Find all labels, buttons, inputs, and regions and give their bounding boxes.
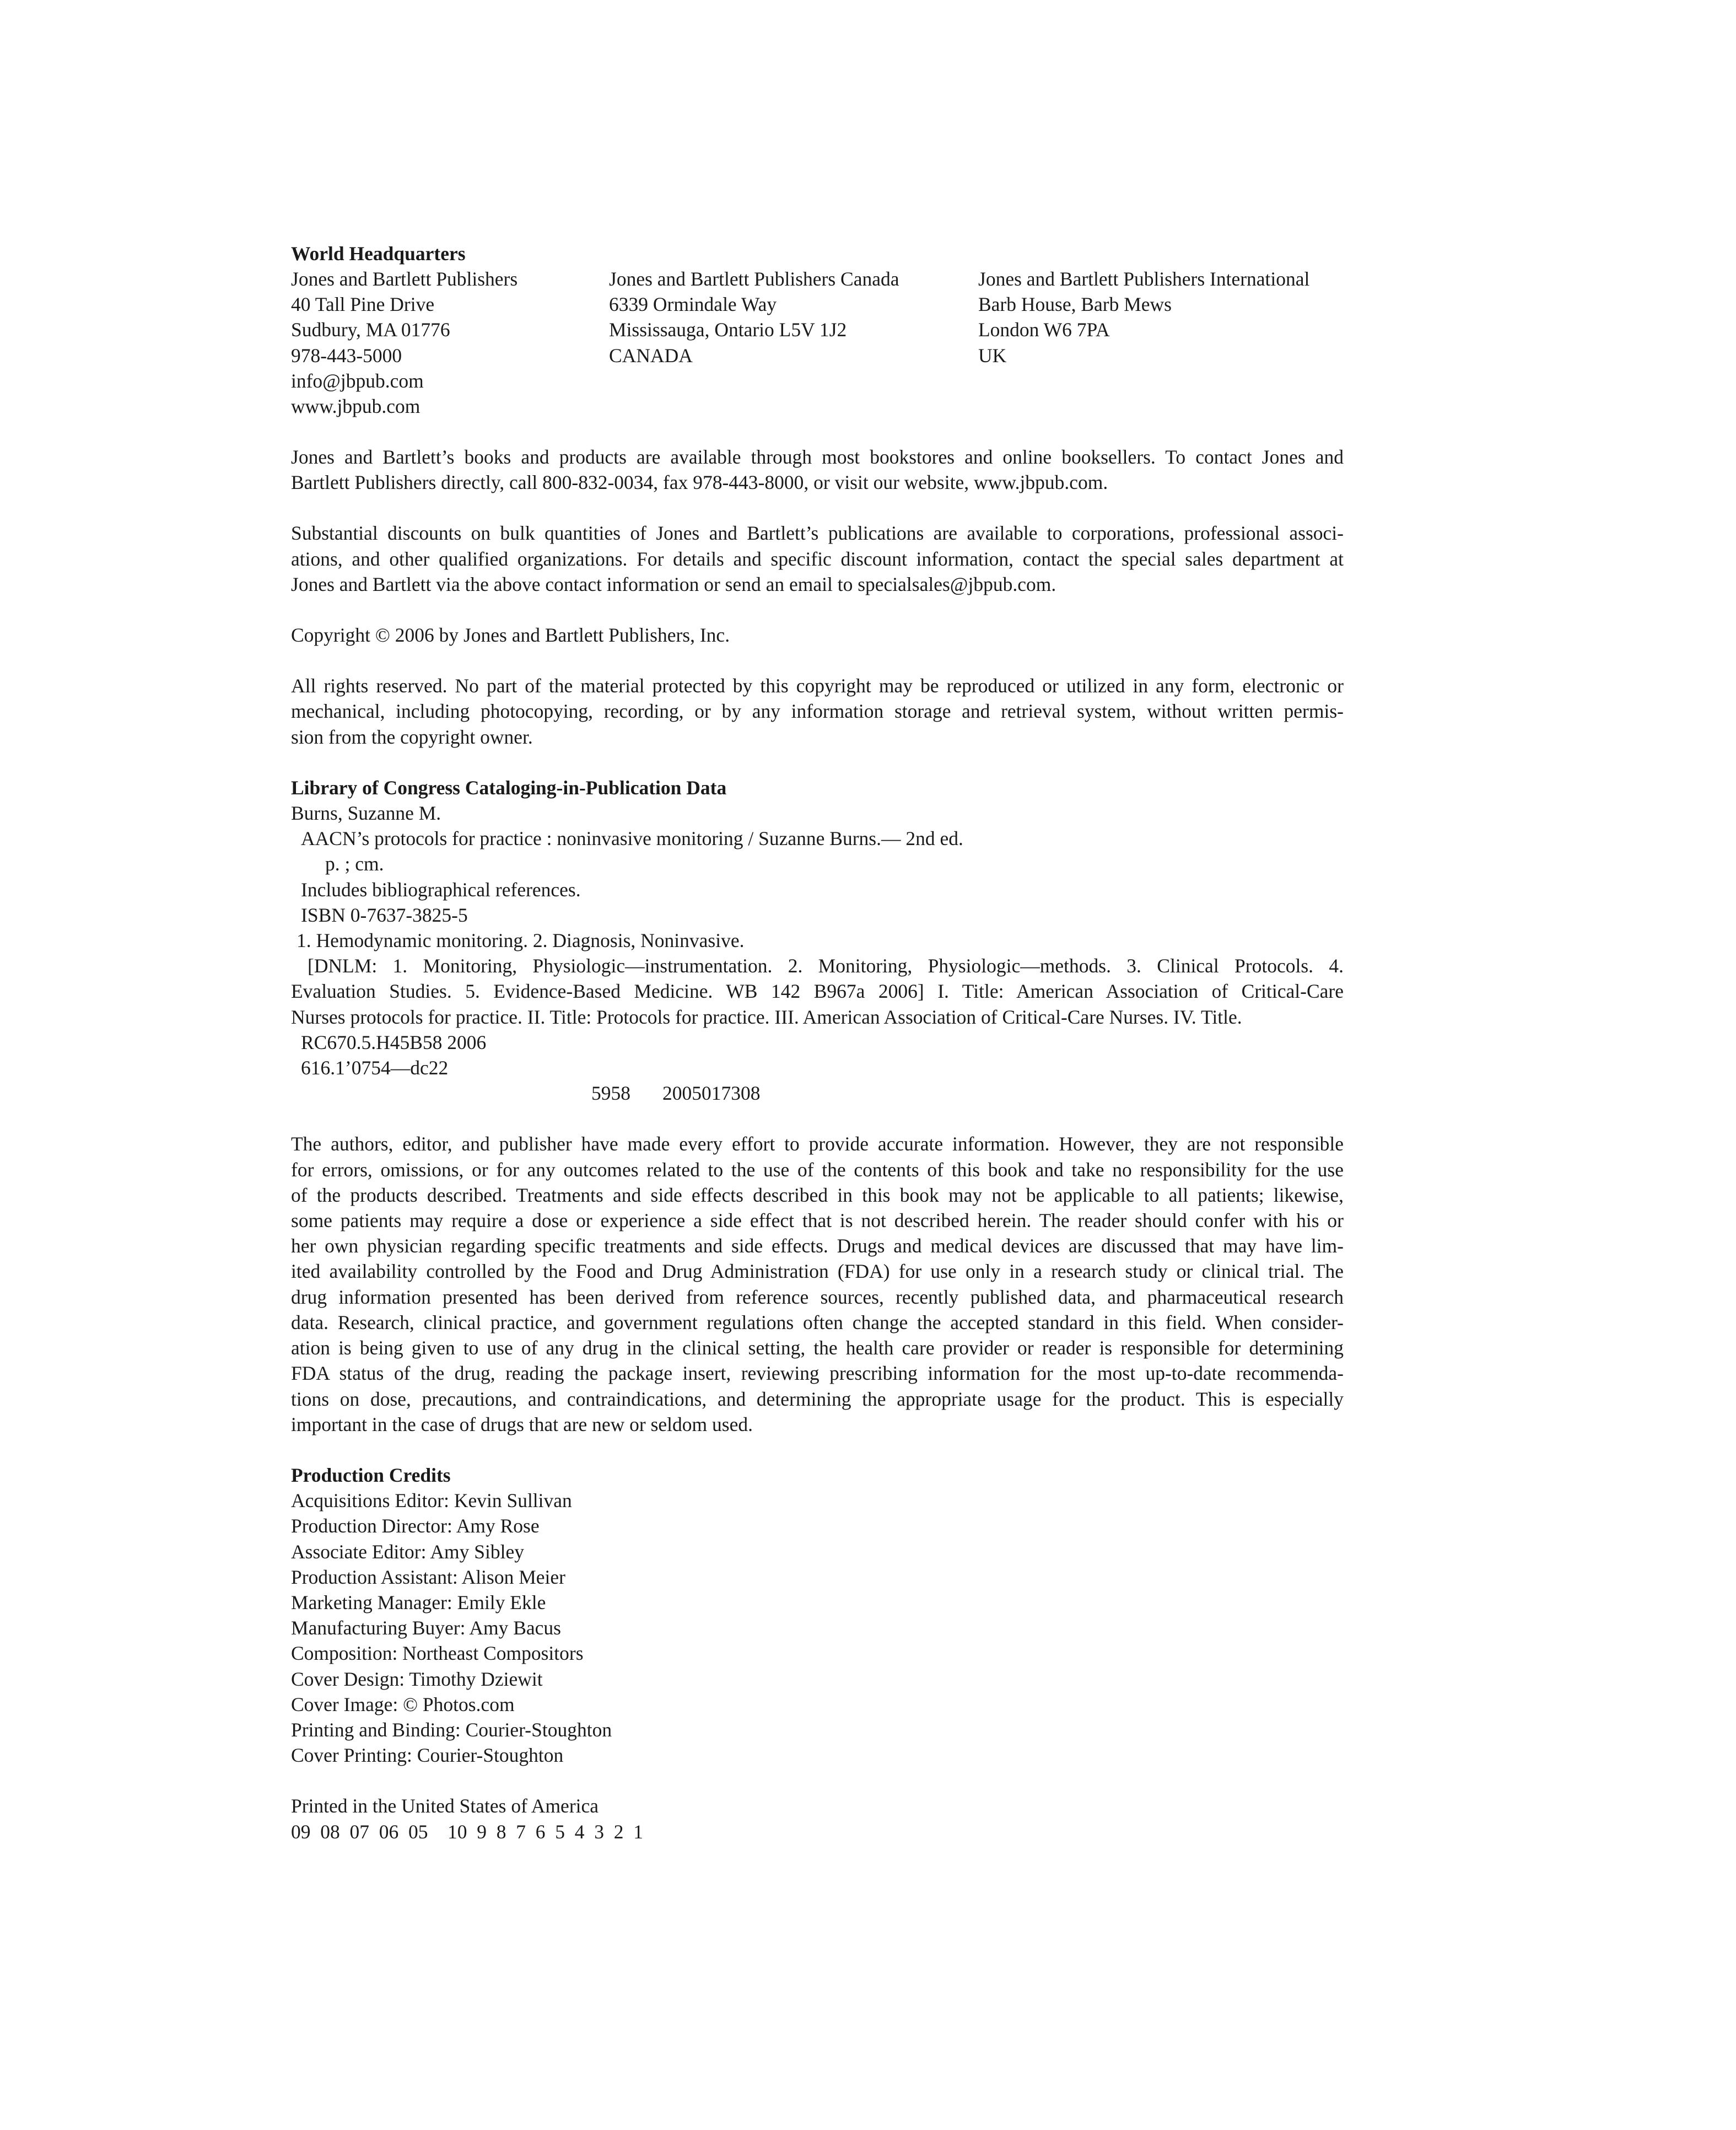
paragraph-line: Jones and Bartlett via the above contact information or send an email to specialsales@jbpub.com. [291, 573, 1056, 595]
address-line: UK [978, 344, 1007, 367]
discounts-paragraph [291, 520, 1344, 597]
address-line: London W6 7PA [978, 319, 1110, 341]
phone-number: 978-443-5000 [291, 344, 402, 367]
cip-lc-class: RC670.5.H45B58 2006 [301, 1031, 487, 1053]
credit-item: Production Assistant: Alison Meier [291, 1566, 565, 1588]
paragraph-line: of the products described. Treatments and side effects described in this book may not be applicable to all patients; likewise, [291, 1184, 1344, 1206]
address-line: CANADA [609, 344, 693, 367]
address-line: Jones and Bartlett Publishers International [978, 268, 1310, 290]
paragraph-line: ited availability controlled by the Food and Drug Administration (FDA) for use only in a research study or clinical trial. The [291, 1260, 1344, 1283]
headquarters-heading: World Headquarters [291, 243, 466, 265]
credit-item: Production Director: Amy Rose [291, 1515, 540, 1537]
cip-heading: Library of Congress Cataloging-in-Publication Data [291, 776, 727, 799]
credit-item: Manufacturing Buyer: Amy Bacus [291, 1617, 561, 1639]
printing-line: 09 08 07 06 05 10 9 8 7 6 5 4 3 2 1 [291, 1820, 643, 1843]
paragraph-line: for errors, omissions, or for any outcomes related to the use of the contents of this book and take no responsibility for the use [291, 1158, 1344, 1181]
production-credits [291, 1462, 1344, 1768]
copyright-notice: Copyright © 2006 by Jones and Bartlett Publishers, Inc. [291, 624, 730, 647]
paragraph-line: ations, and other qualified organizations. For details and specific discount information, contact the special sales department at [291, 547, 1344, 570]
copyright-page [291, 241, 1344, 1844]
address-line: Mississauga, Ontario L5V 1J2 [609, 319, 847, 341]
paragraph-line: her own physician regarding specific treatments and side effects. Drugs and medical devices are discussed that may have lim- [291, 1235, 1344, 1257]
paragraph-line: mechanical, including photocopying, recording, or by any information storage and retrieval system, without written permis- [291, 700, 1344, 723]
cip-author: Burns, Suzanne M. [291, 802, 441, 825]
paragraph-line: sion from the copyright owner. [291, 725, 533, 748]
cip-isbn: ISBN 0-7637-3825-5 [301, 903, 468, 926]
credit-item: Cover Design: Timothy Dziewit [291, 1668, 543, 1690]
cip-pages: p. ; cm. [325, 853, 384, 875]
us-address [291, 266, 517, 419]
cip-dnlm-line: [DNLM: 1. Monitoring, Physiologic—instrumentation. 2. Monitoring, Physiologic—methods. 3. Clinical Protocols. 4. [308, 955, 1344, 977]
credit-item: Composition: Northeast Compositors [291, 1642, 584, 1665]
printed-in: Printed in the United States of America [291, 1795, 599, 1817]
cip-code-b: 2005017308 [662, 1082, 761, 1105]
cip-codes [291, 1080, 1344, 1106]
international-address [978, 266, 1309, 368]
paragraph-line: important in the case of drugs that are new or seldom used. [291, 1413, 753, 1435]
website-url: www.jbpub.com [291, 395, 420, 418]
address-line: 40 Tall Pine Drive [291, 293, 435, 316]
email-address: info@jbpub.com [291, 369, 424, 392]
address-block [291, 241, 1344, 419]
address-line: Barb House, Barb Mews [978, 293, 1172, 316]
paragraph-line: Bartlett Publishers directly, call 800-832-0034, fax 978-443-8000, or visit our website, www.jbpub.com. [291, 471, 1108, 494]
availability-paragraph [291, 444, 1344, 495]
paragraph-line: tions on dose, precautions, and contraindications, and determining the appropriate usage for the product. This is especially [291, 1387, 1344, 1410]
credit-item: Printing and Binding: Courier-Stoughton [291, 1718, 612, 1741]
cip-title: AACN’s protocols for practice : noninvasive monitoring / Suzanne Burns.— 2nd ed. [301, 827, 963, 850]
paragraph-line: Substantial discounts on bulk quantities of Jones and Bartlett’s publications are available to corporations, professional associ- [291, 522, 1344, 545]
address-line: Sudbury, MA 01776 [291, 319, 450, 341]
cip-dnlm-line: Evaluation Studies. 5. Evidence-Based Medicine. WB 142 B967a 2006] I. Title: American Association of Critical-Care [291, 980, 1344, 1003]
paragraph-line: Jones and Bartlett’s books and products are available through most bookstores and online booksellers. To contact Jones and [291, 446, 1344, 468]
credit-item: Associate Editor: Amy Sibley [291, 1540, 525, 1563]
credits-heading: Production Credits [291, 1464, 451, 1486]
credit-item: Acquisitions Editor: Kevin Sullivan [291, 1489, 572, 1512]
address-line: 6339 Ormindale Way [609, 293, 777, 316]
cip-block [291, 775, 1344, 1106]
cip-bibliography: Includes bibliographical references. [301, 878, 581, 901]
cip-code-a: 5958 [591, 1082, 630, 1105]
paragraph-line: ation is being given to use of any drug in the clinical setting, the health care provider or reader is responsible for determining [291, 1337, 1344, 1359]
credit-item: Marketing Manager: Emily Ekle [291, 1591, 546, 1613]
disclaimer-paragraph [291, 1131, 1344, 1437]
paragraph-line: some patients may require a dose or experience a side effect that is not described herein. The reader should confer with his or [291, 1209, 1344, 1232]
paragraph-line: All rights reserved. No part of the material protected by this copyright may be reproduced or utilized in any form, electronic or [291, 675, 1344, 697]
paragraph-line: The authors, editor, and publisher have made every effort to provide accurate information. However, they are not responsible [291, 1133, 1344, 1155]
paragraph-line: FDA status of the drug, reading the package insert, reviewing prescribing information for the most up-to-date recommenda- [291, 1362, 1344, 1385]
address-line: Jones and Bartlett Publishers [291, 268, 518, 290]
cip-dnlm-line: Nurses protocols for practice. II. Title: Protocols for practice. III. American Association of Critical-Care Nurses. IV. Title. [291, 1005, 1242, 1028]
cip-dewey: 616.1’0754—dc22 [301, 1057, 449, 1079]
rights-paragraph [291, 673, 1344, 750]
credit-item: Cover Image: © Photos.com [291, 1693, 515, 1715]
credit-item: Cover Printing: Courier-Stoughton [291, 1744, 564, 1767]
canada-address [609, 266, 899, 368]
cip-subjects: 1. Hemodynamic monitoring. 2. Diagnosis, Noninvasive. [296, 929, 745, 952]
address-line: Jones and Bartlett Publishers Canada [609, 268, 899, 290]
paragraph-line: data. Research, clinical practice, and government regulations often change the accepted standard in this field. When consider- [291, 1311, 1344, 1333]
paragraph-line: drug information presented has been derived from reference sources, recently published data, and pharmaceutical research [291, 1285, 1344, 1308]
